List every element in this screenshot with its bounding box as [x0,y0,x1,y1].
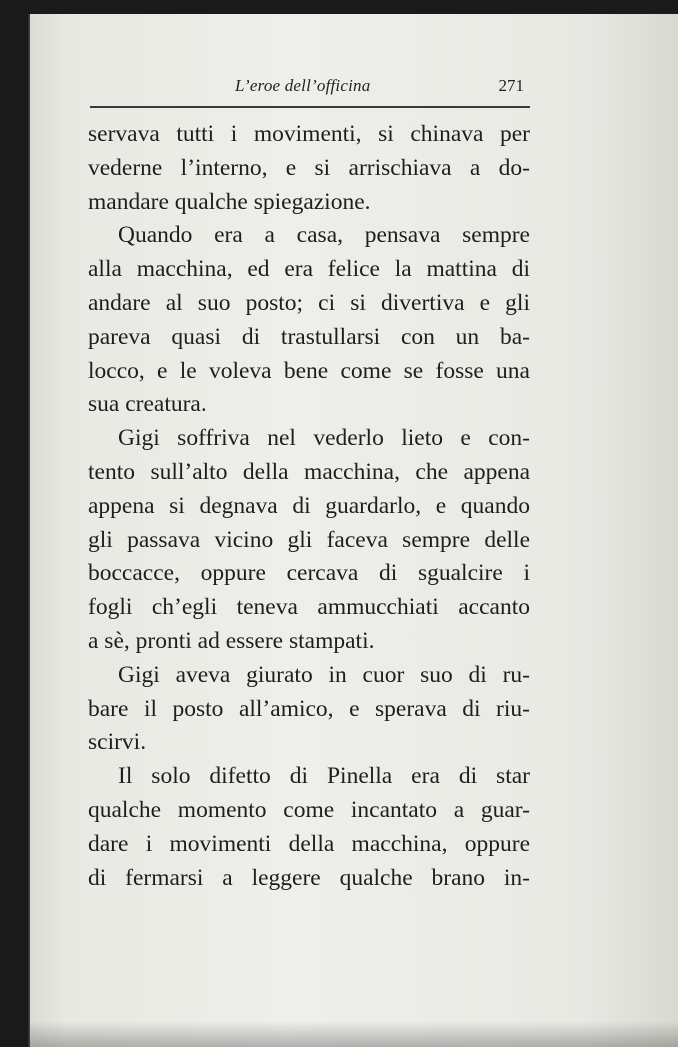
text-line: mandare qualche spiegazione. [88,188,371,215]
text-line: a sè, pronti ad essere stampati. [88,627,375,654]
running-title: L’eroe dell’officina [235,76,371,95]
text-line: scirvi. [88,729,147,756]
text-line: pareva quasi di trastullarsi con un ba- [88,323,530,350]
text-line: vederne l’interno, e si arrischiava a do- [88,154,530,181]
text-line: sua creatura. [88,391,207,418]
text-line: fogli ch’egli teneva ammucchiati accanto [88,594,530,621]
text-line: andare al suo posto; ci si divertiva e gli [88,289,530,316]
text-line: boccacce, oppure cercava di sgualcire i [88,560,530,587]
header-rule [90,106,530,108]
text-line: Quando era a casa, pensava sempre [118,222,530,249]
page-number: 271 [498,76,524,95]
page-bottom-shadow [30,1021,678,1047]
text-line: locco, e le voleva bene come se fosse una [88,357,530,384]
text-line: servava tutti i movimenti, si chinava per [88,121,530,147]
text-line: appena si degnava di guardarlo, e quando [88,492,530,519]
text-line: di fermarsi a leggere qualche brano in- [88,864,530,891]
text-line: Gigi aveva giurato in cuor suo di ru- [118,661,530,688]
text-line: bare il posto all’amico, e sperava di riu- [88,695,530,722]
text-line: tento sull’alto della macchina, che appena [88,458,530,485]
text-line: qualche momento come incantato a guar- [88,796,530,823]
text-line: alla macchina, ed era felice la mattina di [88,256,530,283]
page-header [90,74,530,98]
text-line: gli passava vicino gli faceva sempre delle [88,526,530,553]
text-line: Gigi soffriva nel vederlo lieto e con- [118,425,530,452]
text-line: dare i movimenti della macchina, oppure [88,830,530,857]
text-line: Il solo difetto di Pinella era di star [118,763,530,790]
body-text [88,118,530,895]
